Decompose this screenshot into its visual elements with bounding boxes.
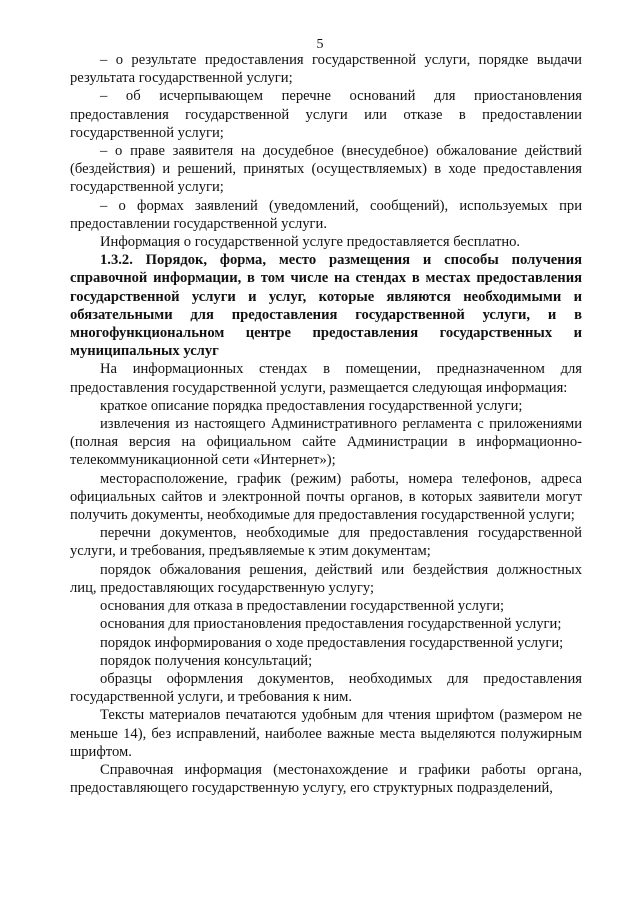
document-body <box>70 51 582 797</box>
stand-item: основания для отказа в предоставлении государственной услуги; <box>100 598 505 615</box>
stand-item: порядок обжалования решения, действий или бездействия должностных лиц, предоставляющих государственную услугу; <box>70 561 582 596</box>
intro-item: – о результате предоставления государственной услуги, порядке выдачи результата государственной услуги; <box>70 52 582 87</box>
page-number: 5 <box>316 37 324 52</box>
stand-item: перечни документов, необходимые для предоставления государственной услуги, и требования, предъявляемые к этим документам; <box>70 525 582 560</box>
intro-item: – о праве заявителя на досудебное (внесудебное) обжалование действий (бездействия) и решений, принятых (осуществляемых) в ходе предоставления государственной услуги; <box>70 143 582 196</box>
stand-item: образцы оформления документов, необходимых для предоставления государственной услуги, и требования к ним. <box>70 670 582 706</box>
stand-item: основания для приостановления предоставления государственной услуги; <box>100 616 562 633</box>
stand-item: порядок информирования о ходе предоставления государственной услуги; <box>100 634 564 651</box>
stand-item: порядок получения консультаций; <box>100 652 313 669</box>
stands-intro-paragraph: На информационных стендах в помещении, предназначенном для предоставления государственной услуги, размещается следующая информация: <box>70 361 582 396</box>
stand-item: месторасположение, график (режим) работы, номера телефонов, адреса официальных сайтов и электронной почты органов, в которых заявители могут получить документы, необходимые для предоставления государственной услуги; <box>70 470 582 524</box>
free-info-paragraph: Информация о государственной услуге предоставляется бесплатно. <box>100 234 521 251</box>
font-note-paragraph: Тексты материалов печатаются удобным для чтения шрифтом (размером не меньше 14), без исправлений, наиболее важные места выделяются полужирным шрифтом. <box>70 707 582 760</box>
section-heading: 1.3.2. Порядок, форма, место размещения и способы получения справочной информации, в том числе на стендах в местах предоставления государственной услуги и услуг, которые являются необходимыми и обязательными для предоставления государственной услуги, и в многофункциональном центре предоставления государственных и муниципальных услуг <box>70 252 582 360</box>
intro-item: – об исчерпывающем перечне оснований для приостановления предоставления государственной услуги или отказе в предоставлении государственной услуги; <box>70 88 582 141</box>
stand-item: извлечения из настоящего Административного регламента с приложениями (полная версия на официальном сайте Администрации в информационно-телекоммуникационной сети «Интернет»); <box>70 416 582 469</box>
intro-item: – о формах заявлений (уведомлений, сообщений), используемых при предоставлении государственной услуги. <box>70 197 582 232</box>
stand-item: краткое описание порядка предоставления государственной услуги; <box>100 397 523 414</box>
reference-info-paragraph: Справочная информация (местонахождение и графики работы органа, предоставляющего государственную услугу, его структурных подразделений, <box>70 761 582 797</box>
